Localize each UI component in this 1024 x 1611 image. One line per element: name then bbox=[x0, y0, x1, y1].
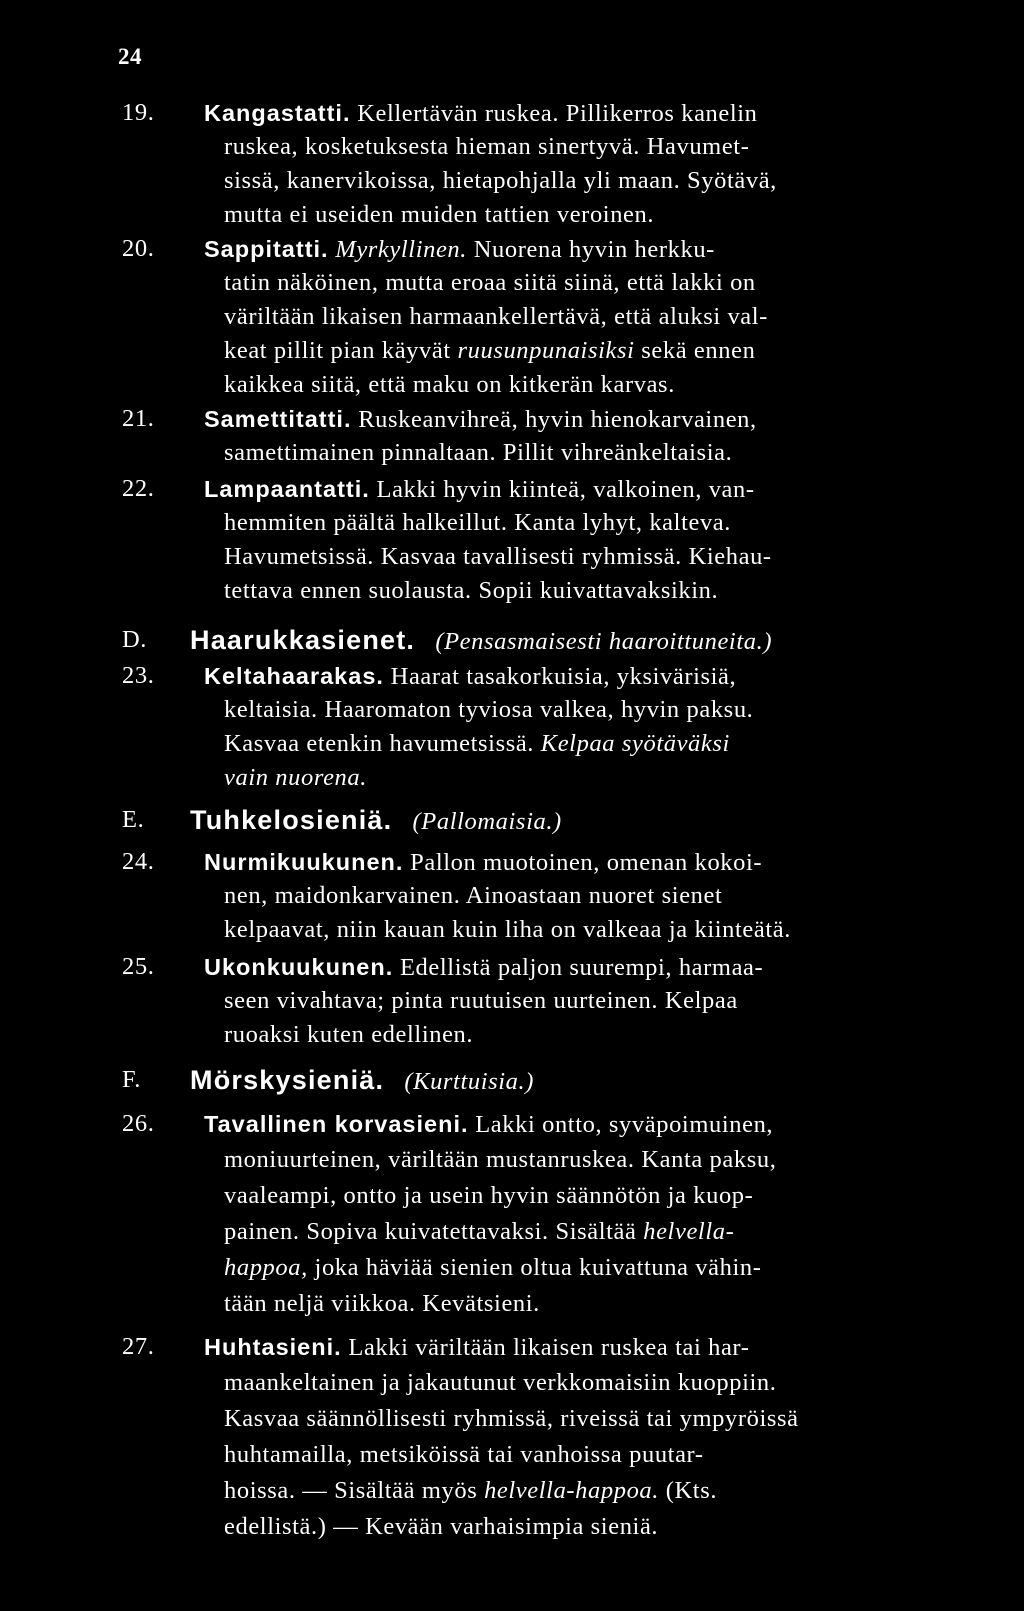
entry-number: 20. bbox=[122, 235, 155, 262]
entry-number: 26. bbox=[122, 1110, 155, 1137]
entry-heading: Kangastatti. bbox=[204, 100, 351, 126]
entry-number: 27. bbox=[122, 1333, 155, 1360]
entry-heading: Nurmikuukunen. bbox=[204, 849, 404, 875]
entry-text: Nuorena hyvin herkku- bbox=[467, 236, 715, 263]
entry-heading: Ukonkuukunen. bbox=[204, 954, 394, 980]
entry-number: 21. bbox=[122, 405, 155, 432]
entry-italic: happoa, bbox=[224, 1254, 308, 1281]
entry-text: Lakki hyvin kiinteä, valkoinen, van- bbox=[369, 476, 755, 503]
section-letter: E. bbox=[122, 806, 145, 833]
entry-text: Haarat tasakorkuisia, yksivärisiä, bbox=[383, 663, 737, 690]
section-subtitle: (Pallomaisia.) bbox=[412, 808, 562, 835]
entry-text: Ruskeanvihreä, hyvin hienokarvainen, bbox=[351, 406, 757, 433]
entry-number: 19. bbox=[122, 99, 155, 126]
entry-text: Lakki ontto, syväpoimuinen, bbox=[468, 1111, 774, 1138]
section-subtitle: (Kurttuisia.) bbox=[404, 1068, 535, 1095]
entry-italic: helvella- bbox=[643, 1218, 735, 1245]
section-letter: D. bbox=[122, 626, 148, 653]
entry-text: Lakki väriltään likaisen ruskea tai har- bbox=[341, 1334, 750, 1361]
entry-text: Kasvaa etenkin havumetsissä. bbox=[224, 730, 541, 757]
entry-text: Edellistä paljon suurempi, harmaa- bbox=[393, 954, 764, 981]
entry-number: 22. bbox=[122, 475, 155, 502]
section-title: Haarukkasienet. bbox=[190, 625, 416, 655]
entry-text: hoissa. — Sisältää myös bbox=[224, 1477, 485, 1504]
entry-heading: Sappitatti. bbox=[204, 236, 329, 262]
entry-heading: Lampaantatti. bbox=[204, 476, 370, 502]
section-subtitle: (Pensasmaisesti haaroittuneita.) bbox=[435, 628, 773, 655]
entry-heading: Huhtasieni. bbox=[204, 1334, 342, 1360]
section-title: Tuhkelosieniä. bbox=[190, 805, 393, 835]
entry-text: Kellertävän ruskea. Pillikerros kanelin bbox=[350, 100, 758, 127]
entry-text: joka häviää sienien oltua kuivattuna vähin- bbox=[307, 1254, 762, 1281]
entry-text: keat pillit pian käyvät bbox=[224, 337, 458, 364]
entry-italic: ruusunpunaisiksi bbox=[457, 337, 635, 364]
entry-number: 24. bbox=[122, 848, 155, 875]
entry-text: painen. Sopiva kuivatettavaksi. Sisältää bbox=[224, 1218, 644, 1245]
entry-heading: Tavallinen korvasieni. bbox=[204, 1111, 469, 1137]
entry-italic: Kelpaa syötäväksi bbox=[540, 730, 730, 757]
entry-text: Pallon muotoinen, omenan kokoi- bbox=[403, 849, 763, 876]
section-title: Mörskysieniä. bbox=[190, 1065, 385, 1095]
entry-number: 25. bbox=[122, 953, 155, 980]
entry-italic: Myrkyllinen. bbox=[328, 236, 468, 263]
entry-heading: Samettitatti. bbox=[204, 406, 352, 432]
entry-text: (Kts. bbox=[659, 1477, 718, 1504]
entry-heading: Keltahaarakas. bbox=[204, 663, 384, 689]
book-page: 24 19. Kangastatti. Kellertävän ruskea. Pillikerros kanelin ruskea, kosketuksesta hieman sinertyvä. Havumet- sissä, kanervikoissa, hietapohjalla yli maan. Syötävä, mutta ei useiden muiden tattien veroinen. 20. Sappitatti. Myrkyllinen. Nuorena hyvin herkku- tatin näköinen, mutta eroaa siitä siinä, että lakki on väriltään likaisen harmaankellertävä, että aluksi val- keat pillit pian käyvät ruusunpunaisiksi sekä ennen kaikkea siitä, että maku on kitkerän karvas. 21. Samettitatti. Ruskeanvihreä, hyvin hienokarvainen, samettimainen pinnaltaan. Pillit vihreänkeltaisia. 22. Lampaantatti. Lakki hyvin kiinteä, valkoinen, van- hemmiten päältä halkeillut. Kanta lyhyt, kalteva. Havumetsissä. Kasvaa tavallisesti ryhmissä. Kiehau- tettava ennen suolausta. Sopii kuivattavaksikin. D. Haarukkasienet. (Pensasmaisesti haaroittuneita.) 23. Keltahaarakas. Haarat tasakorkuisia, yksivärisiä, keltaisia. Haaromaton tyviosa valkea, hyvin paksu. Kasvaa etenkin havumetsissä. Kelpaa syötäväksi vain nuorena. E. Tuhkelosieniä. (Pallomaisia.) 24. Nurmikuukunen. Pallon muotoinen, omenan kokoi- nen, maidonkarvainen. Ainoastaan nuoret sienet kelpaavat, niin kauan kuin liha on valkeaa ja kiinteätä. 25. Ukonkuukunen. Edellistä paljon suurempi, harmaa- seen vivahtava; pinta ruutuisen uurteinen. Kelpaa ruoaksi kuten edellinen. F. Mörskysieniä. (Kurttuisia.) 26. Tavallinen korvasieni. Lakki ontto, syväpoimuinen, moniuurteinen, väriltään mustanruskea. Kanta paksu, vaaleampi, ontto ja usein hyvin säännötön ja kuop- painen. Sopiva kuivatettavaksi. Sisältää helvella- happoa, joka häviää sienien oltua kuivattuna vähin- tään neljä viikkoa. Kevätsieni. 27. Huhtasieni. Lakki väriltään likaisen ruskea tai har- maankeltainen ja jakautunut verkkomaisiin kuoppiin. Kasvaa säännöllisesti ryhmissä, riveissä tai ympyröissä huhtamailla, metsiköissä tai vanhoissa puutar- hoissa. — Sisältää myös helvella-happoa. (Kts. edellistä.) — Kevään varhaisimpia sieniä. bbox=[118, 44, 799, 1540]
section-letter: F. bbox=[122, 1066, 141, 1093]
entry-number: 23. bbox=[122, 662, 155, 689]
page-number: 24 bbox=[118, 44, 142, 69]
entry-text: sekä ennen bbox=[634, 337, 756, 364]
entry-italic: helvella-happoa. bbox=[484, 1477, 660, 1504]
